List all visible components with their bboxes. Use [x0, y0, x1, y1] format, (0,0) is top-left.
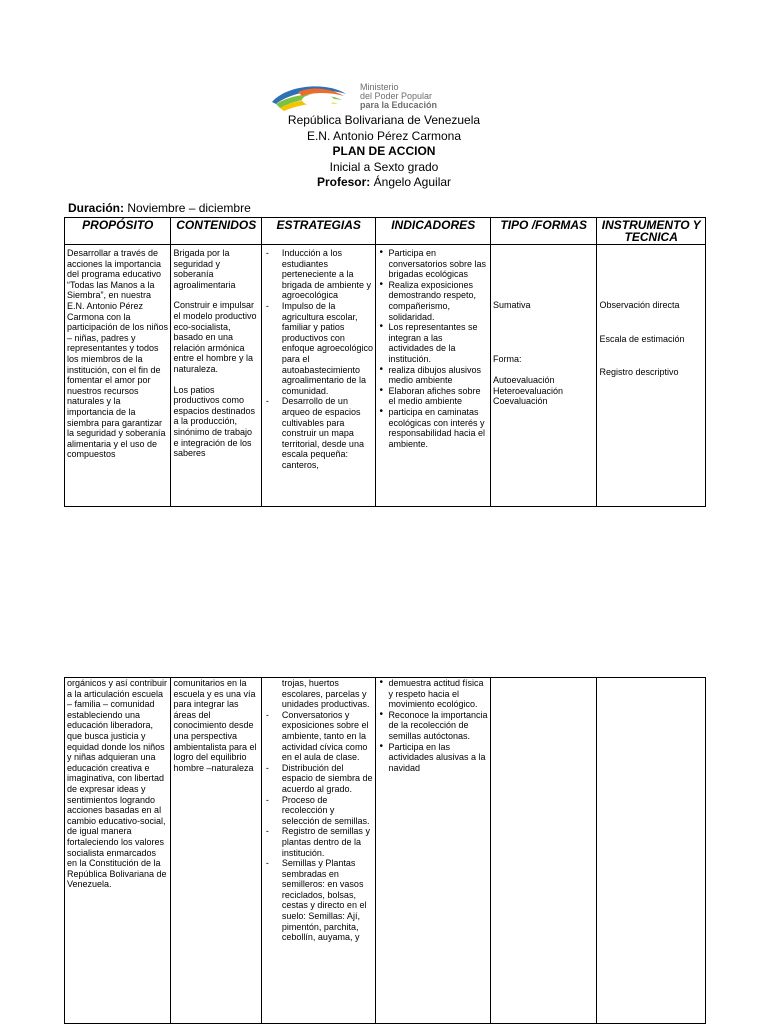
cell-estrategias: [261, 678, 376, 1024]
indicador-item: • Elaboran afiches sobre el medio ambiente: [378, 386, 488, 407]
cell-contenidos: [171, 678, 261, 1024]
col-header-proposito: PROPÓSITO: [65, 218, 171, 245]
table-row: [65, 245, 706, 507]
header-country: República Bolivariana de Venezuela: [287, 113, 481, 127]
forma-label: Forma:: [492, 353, 522, 364]
tipo-value: Sumativa: [492, 300, 531, 310]
svg-text:para la Educación: para la Educación: [360, 100, 438, 110]
estrategia-item: - Distribución del espacio de siembra de acuerdo al grado.: [264, 763, 374, 795]
contenido-item: comunitarios en la escuela y es una vía para integrar las áreas del conocimiento desde una perspectiva ambientalista para el logro del equilibrio hombre –naturaleza: [173, 678, 257, 773]
svg-text:del Poder Popular: del Poder Popular: [360, 91, 433, 101]
cell-instrumento: [597, 678, 706, 1024]
cell-tipo: [490, 245, 596, 507]
indicador-item: • Participa en conversatorios sobre las brigadas ecológicas: [378, 248, 488, 280]
table-header-row: [65, 218, 706, 245]
indicador-item: • Los representantes se integran a las actividades de la institución.: [378, 322, 488, 364]
forma-item: Autoevaluación: [492, 375, 555, 386]
estrategia-item: - Conversatorios y exposiciones sobre el ambiente, tanto en la actividad cívica como en el aula de clase.: [264, 710, 374, 763]
cell-indicadores: [376, 245, 491, 507]
col-header-estrategias: ESTRATEGIAS: [261, 218, 376, 245]
col-header-contenidos: CONTENIDOS: [171, 218, 261, 245]
header-profesor: [0, 175, 768, 191]
indicador-item: • demuestra actitud física y respeto hacia el movimiento ecológico.: [378, 678, 488, 710]
instrumento-item: Escala de estimación: [599, 333, 685, 344]
contenido-item: Brigada por la seguridad y soberanía agroalimentaria: [173, 248, 236, 290]
estrategia-item: trojas, huertos escolares, parcelas y unidades productivas.: [281, 678, 370, 710]
forma-item: Coevaluación: [492, 396, 548, 407]
header-grades: Inicial a Sexto grado: [329, 159, 439, 174]
action-plan-table-continued: [64, 677, 706, 1024]
indicador-item: • Participa en las actividades alusivas a la navidad: [378, 742, 488, 774]
header-title: PLAN DE ACCION: [332, 144, 436, 158]
estrategia-item: - Desarrollo de un arqueo de espacios cultivables para construir un mapa territorial, desde una escala pequeña: canteros,: [264, 396, 374, 470]
cell-estrategias: [261, 245, 376, 507]
forma-item: Heteroevaluación: [492, 385, 564, 396]
ministry-logo: [268, 80, 490, 112]
cell-indicadores: [376, 678, 491, 1024]
header-school: E.N. Antonio Pérez Carmona: [306, 128, 462, 143]
cell-proposito: [65, 245, 171, 507]
proposito-text: orgánicos y así contribuir a la articulación escuela – familia – comunidad estableciendo una educación liberadora, que busca justicia y equidad donde los niños y niñas adquieran una educación creativa e imaginativa, con libertad de expresar ideas y sentimientos logrando acciones basadas en al cambio educativo-social, de igual manera fortaleciendo los valores socialista enmarcados en la Constitución de la República Bolivariana de Venezuela.: [67, 678, 168, 890]
instrumento-item: Registro descriptivo: [599, 367, 679, 378]
contenido-item: Construir e impulsar el modelo productivo eco-socialista, basado en una relación armónica entre el hombre y la naturaleza.: [173, 300, 257, 374]
estrategia-item: - Inducción a los estudiantes perteneciente a la brigada de ambiente y agroecológica: [264, 248, 374, 301]
estrategia-item: - Registro de semillas y plantas dentro de la institución.: [264, 826, 374, 858]
instrumento-item: Observación directa: [599, 300, 680, 310]
cell-contenidos: [171, 245, 261, 507]
contenido-item: Los patios productivos como espacios destinados a la producción, sinónimo de trabajo e integración de los saberes: [173, 384, 256, 459]
indicador-item: • Realiza exposiciones demostrando respeto, compañerismo, solidaridad.: [378, 280, 488, 322]
col-header-indicadores: INDICADORES: [376, 218, 491, 245]
svg-text:Ministerio: Ministerio: [360, 82, 399, 92]
col-header-tipo: TIPO /FORMAS: [490, 218, 596, 245]
cell-tipo: [490, 678, 596, 1024]
action-plan-table: [64, 217, 706, 507]
estrategia-item: - Impulso de la agricultura escolar, familiar y patios productivos con enfoque agroecológico para el autoabastecimiento agroalimentario de la comunidad.: [264, 301, 374, 396]
duration-label: Duración:: [68, 201, 125, 215]
profesor-value: Ángelo Aguilar: [373, 175, 452, 189]
indicador-item: • Reconoce la importancia de la recolección de semillas autóctonas.: [378, 710, 488, 742]
duration: [68, 201, 251, 215]
col-header-instrumento: INSTRUMENTO Y TECNICA: [597, 218, 706, 245]
estrategia-item: - Semillas y Plantas sembradas en semilleros: en vasos reciclados, bolsas, cestas y directo en el suelo: Semillas: Ají, pimentón, parchita, cebollín, auyama, y: [264, 858, 374, 943]
estrategia-item: - Proceso de recolección y selección de semillas.: [264, 795, 374, 827]
cell-instrumento: [597, 245, 706, 507]
indicador-item: • realiza dibujos alusivos medio ambiente: [378, 365, 488, 386]
table-row: [65, 678, 706, 1024]
profesor-label: Profesor:: [316, 175, 371, 189]
document-header: [0, 113, 768, 191]
indicador-item: • participa en caminatas ecológicas con interés y responsabilidad hacia el ambiente.: [378, 407, 488, 449]
proposito-text: Desarrollar a través de acciones la importancia del programa educativo “Todas las Manos a la Siembra”, en nuestra E.N. Antonio Pérez Carmona con la participación de los niños – niñas, padres y representantes y todos los miembros de la institución, con el fin de fomentar el amor por nuestros recursos naturales y la importancia de la siembra para garantizar la seguridad y soberanía alimentaria y el uso de compuestos: [67, 248, 169, 460]
cell-proposito: [65, 678, 171, 1024]
duration-value: Noviembre – diciembre: [127, 201, 251, 215]
